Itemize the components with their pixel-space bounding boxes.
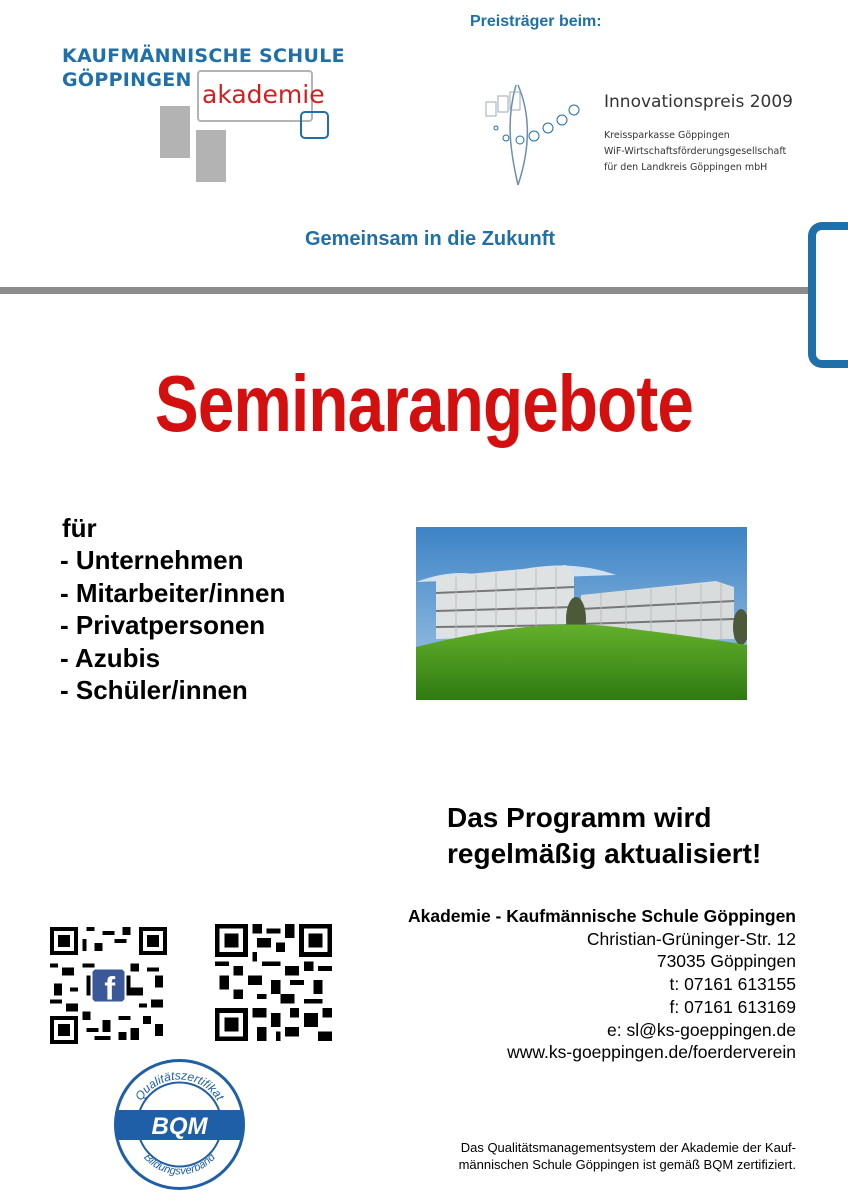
blue-tab-decoration	[808, 222, 848, 368]
slogan: Gemeinsam in die Zukunft	[304, 228, 556, 250]
contact-website-link[interactable]: www.ks-goeppingen.de/foerderverein	[507, 1042, 796, 1063]
audience-intro: für	[62, 513, 97, 543]
innovation-award-logo	[478, 80, 583, 190]
facebook-qr-code[interactable]	[50, 927, 167, 1044]
list-item: - Schüler/innen	[60, 675, 248, 705]
contact-city: 73035 Göppingen	[656, 951, 796, 972]
contact-street: Christian-Grüninger-Str. 12	[586, 928, 796, 949]
award-sponsor-line: WiF-Wirtschaftsförderungsgesellschaft	[604, 146, 787, 157]
bqm-certification-seal	[113, 1058, 246, 1191]
list-item: - Unternehmen	[60, 545, 244, 575]
audience-list	[60, 544, 285, 707]
award-heading: Preisträger beim:	[470, 13, 602, 30]
svg-text:f: f	[104, 970, 116, 1007]
bqm-top-text: Qualitätszertifikat	[132, 1068, 228, 1104]
list-item: - Azubis	[60, 642, 161, 673]
program-note-line2: regelmäßig aktualisiert!	[447, 838, 762, 869]
certification-note-line2: männischen Schule Göppingen ist gemäß BQM zertifiziert.	[458, 1157, 796, 1172]
contact-block	[408, 905, 796, 1064]
list-item: - Mitarbeiter/innen	[60, 577, 286, 608]
contact-email[interactable]: e: sl@ks-goeppingen.de	[607, 1019, 796, 1040]
school-building-photo	[416, 527, 747, 700]
list-item: - Privatpersonen	[60, 610, 266, 640]
page-title: Seminarangebote	[154, 359, 694, 448]
divider	[0, 287, 848, 294]
contact-fax: f: 07161 613169	[669, 996, 796, 1017]
school-name-line1: KAUFMÄNNISCHE SCHULE	[62, 45, 345, 67]
school-name-line2: GÖPPINGEN	[62, 69, 192, 91]
contact-organization: Akademie - Kaufmännische Schule Göppingen	[408, 906, 796, 926]
program-note-line1: Das Programm wird	[447, 802, 712, 833]
award-sponsor-line: Kreissparkasse Göppingen	[604, 130, 730, 141]
bqm-bottom-text: Bildungsverband	[141, 1151, 218, 1178]
award-sponsor-line: für den Landkreis Göppingen mbH	[604, 162, 768, 173]
certification-note-line1: Das Qualitätsmanagementsystem der Akademie der Kauf-	[460, 1140, 796, 1155]
bqm-center-text: BQM	[151, 1113, 208, 1140]
award-title: Innovationspreis 2009	[604, 92, 793, 112]
certification-note	[459, 1139, 796, 1173]
program-update-note	[447, 800, 761, 872]
website-qr-code[interactable]	[215, 924, 332, 1041]
contact-phone: t: 07161 613155	[669, 974, 796, 995]
akademie-logo-word: akademie	[202, 80, 325, 109]
